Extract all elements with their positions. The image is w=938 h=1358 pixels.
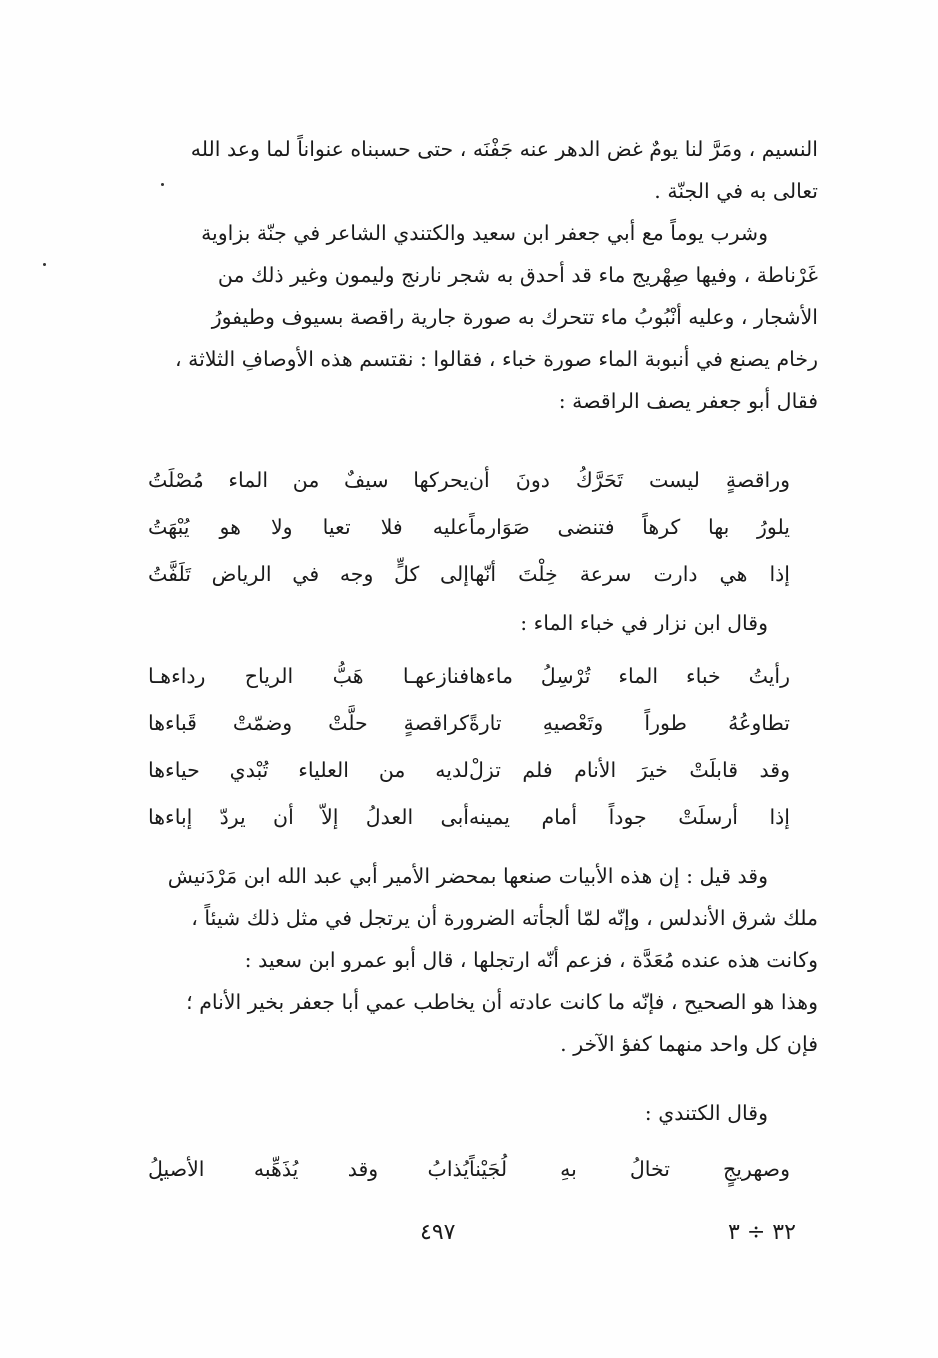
verse-line	[118, 551, 818, 598]
verse-second-hemistich: يحركها سيفٌ من الماء مُصْلَتُ	[148, 468, 469, 492]
intro-line: وقال ابن نزار في خباء الماء :	[520, 611, 768, 635]
paragraph-2	[118, 212, 818, 422]
verse-first-hemistich: تطاوعُهُ طوراً وتَعْصيهِ تارةً	[469, 711, 790, 735]
text-line: فقال أبو جعفر يصف الراقصة :	[558, 389, 818, 413]
verse-line	[118, 457, 818, 504]
verse-line	[118, 794, 818, 841]
text-line: وكانت هذه عنده مُعَدَّة ، فزعم أنّه ارتجلها ، قال أبو عمرو ابن سعيد :	[244, 948, 818, 972]
text-line: وقد قيل : إن هذه الأبيات صنعها بمحضر الأمير أبي عبد الله ابن مَرْدَنيش	[167, 864, 768, 888]
verse-first-hemistich: وصهريجٍ تخالُ بهِ لُجَيْناً	[469, 1157, 790, 1181]
ink-speck	[43, 263, 46, 266]
text-line: ملك شرق الأندلس ، وإنّه لمّا ألجأته الضرورة أن يرتجل في مثل ذلك شيئاً ،	[191, 906, 818, 930]
verse-line	[118, 653, 818, 700]
text-line: رخام يصنع في أنبوبة الماء صورة خباء ، فقالوا : نقتسم هذه الأوصافِ الثلاثة ،	[175, 347, 818, 371]
page-number: ٤٩٧	[420, 1220, 456, 1245]
text-line: النسيم ، ومَرَّ لنا يومٌ غض الدهر عنه جَفْنَه ، حتى حسبناه عنواناً لما وعد الله	[190, 137, 818, 161]
verse-first-hemistich: إذا أرسلَتْ جوداً أمام يمينه	[469, 805, 790, 829]
prose-middle	[118, 855, 818, 1065]
printer-signature: ٣٢ ÷ ٣	[728, 1220, 796, 1245]
prose-top	[118, 128, 818, 422]
intro-line: وقال الكتندي :	[644, 1101, 768, 1125]
verse-line	[118, 700, 818, 747]
verse-second-hemistich: يُذابُ وقد يُذَهِّبه الأصيلُ	[148, 1157, 469, 1181]
text-line: وهذا هو الصحيح ، فإنّه ما كانت عادته أن يخاطب عمي أبا جعفر بخير الأنام ؛	[186, 990, 818, 1014]
poem-dancer	[118, 457, 818, 598]
intro-kutundi	[118, 1092, 818, 1134]
paragraph-1	[118, 128, 818, 212]
text-line: وشرب يوماً مع أبي جعفر ابن سعيد والكتندي الشاعر في جنّة بزاوية	[201, 221, 768, 245]
text-line: غَرْناطة ، وفيها صِهْريج ماء قد أحدق به شجر نارنج وليمون وغير ذلك من	[217, 263, 818, 287]
text-line: تعالى به في الجنّة .	[654, 179, 818, 203]
verse-second-hemistich: كراقصةٍ حلَّتْ وضمّتْ قَباءها	[148, 711, 469, 735]
verse-second-hemistich: أبى العدلُ إلاّ أن يردّ إباءها	[148, 805, 469, 829]
verse-line	[118, 504, 818, 551]
verse-second-hemistich: إلى كلٍّ وجه في الرياض تَلَفَّتُ	[148, 562, 469, 586]
verse-second-hemistich: فنازعهـا هَبُّ الرياح رداءهـا	[148, 664, 469, 688]
verse-first-hemistich: إذا هي دارت سرعة خِلْتَ أنّها	[469, 562, 790, 586]
verse-first-hemistich: وراقصةٍ ليست تَحَرَّكُ دونَ أن	[469, 468, 790, 492]
page-footer	[0, 1220, 938, 1260]
paragraph-3	[118, 855, 818, 1065]
poem-water-tent	[118, 653, 818, 841]
verse-second-hemistich: عليه فلا تعيا ولا هو يُبْهَتُ	[148, 515, 469, 539]
text-line: فإن كل واحد منهما كفؤ الآخر .	[560, 1032, 818, 1056]
verse-first-hemistich: رأيتُ خباء الماء تُرْسِلُ ماءها	[469, 664, 790, 688]
verse-first-hemistich: يلورُ بها كرهاً فتنضى صَوَارماً	[469, 515, 790, 539]
verse-line	[118, 747, 818, 794]
intro-ibn-nizar	[118, 602, 818, 644]
poem-cistern	[118, 1146, 818, 1193]
verse-line	[118, 1146, 818, 1193]
text-line: الأشجار ، وعليه أنْبُوبُ ماء تتحرك به صورة جارية راقصة بسيوف وطيفورُ	[211, 305, 818, 329]
verse-first-hemistich: وقد قابلَتْ خيرَ الأنام فلم تزلْ	[469, 758, 790, 782]
verse-second-hemistich: لديه من العلياء تُبْدي حياءها	[148, 758, 469, 782]
